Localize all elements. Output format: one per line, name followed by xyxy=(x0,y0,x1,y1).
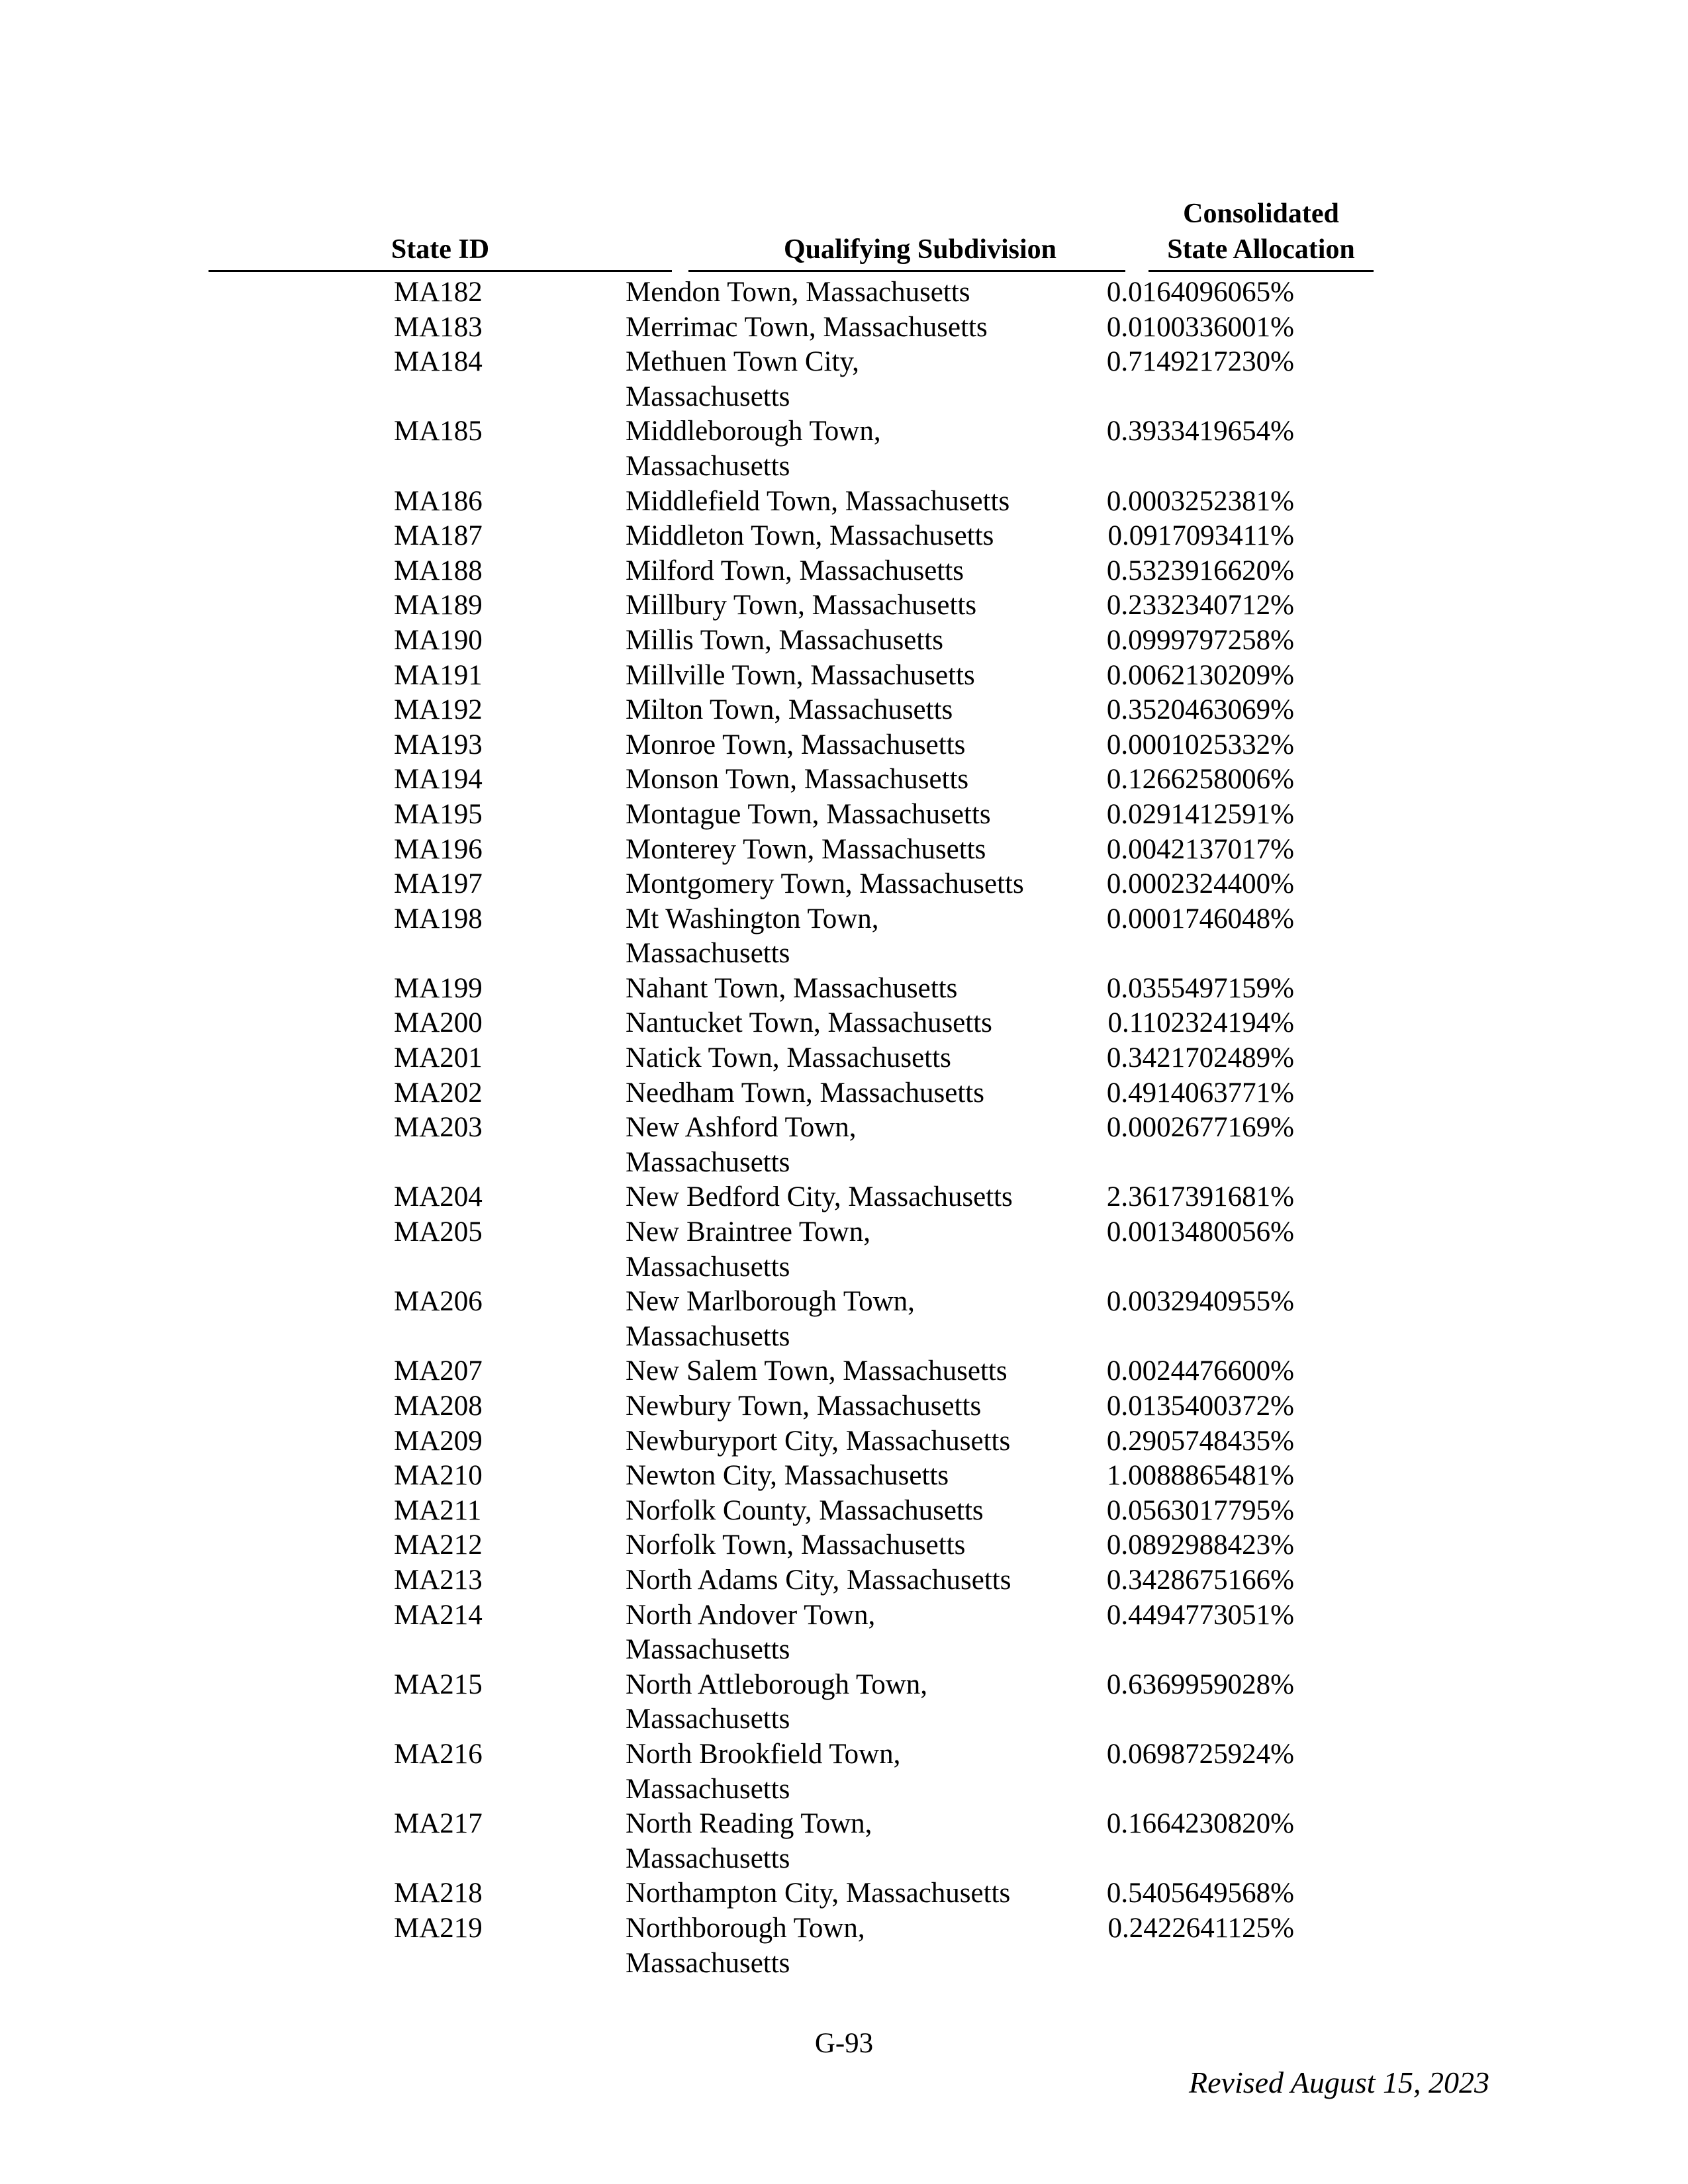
subdivision-cell xyxy=(626,588,1096,623)
subdivision-cell xyxy=(626,1041,1096,1076)
subdivision-line: Merrimac Town, Massachusetts xyxy=(626,311,988,343)
subdivision-line: Mendon Town, Massachusetts xyxy=(626,277,970,308)
state-id-cell: MA199 xyxy=(394,972,483,1004)
state-id-cell: MA191 xyxy=(394,659,483,691)
subdivision-cell xyxy=(626,484,1096,520)
allocation-cell: 0.3933419654% xyxy=(1106,416,1294,447)
allocation-cell: 0.0563017795% xyxy=(1106,1494,1294,1526)
allocation-cell: 0.0002324400% xyxy=(1106,868,1294,900)
state-id-cell: MA217 xyxy=(394,1808,483,1840)
allocation-cell: 0.0042137017% xyxy=(1106,833,1294,865)
subdivision-cell xyxy=(626,1006,1096,1041)
state-id-cell: MA184 xyxy=(394,346,483,378)
subdivision-line: Milton Town, Massachusetts xyxy=(626,694,953,726)
subdivision-cell xyxy=(626,310,1096,345)
allocation-cell: 0.0013480056% xyxy=(1106,1216,1294,1248)
table-row xyxy=(0,1876,1688,1911)
allocation-cell: 0.0062130209% xyxy=(1106,659,1294,691)
subdivision-cell xyxy=(626,797,1096,833)
subdivision-line: New Braintree Town, xyxy=(626,1216,870,1248)
subdivision-cell xyxy=(626,414,1096,484)
allocation-cell: 0.3428675166% xyxy=(1106,1564,1294,1596)
allocation-cell: 2.3617391681% xyxy=(1106,1181,1294,1213)
table-row xyxy=(0,275,1688,310)
table-row xyxy=(0,1424,1688,1459)
subdivision-cell xyxy=(626,1494,1096,1529)
table-row xyxy=(0,519,1688,554)
subdivision-cell xyxy=(626,1111,1096,1180)
subdivision-line: Massachusetts xyxy=(626,1843,790,1874)
subdivision-line: Newburyport City, Massachusetts xyxy=(626,1425,1011,1457)
subdivision-cell xyxy=(626,1911,1096,1981)
table-row xyxy=(0,1111,1688,1180)
state-id-cell: MA189 xyxy=(394,590,483,621)
subdivision-line: Massachusetts xyxy=(626,450,790,482)
state-id-cell: MA218 xyxy=(394,1878,483,1909)
table-row xyxy=(0,345,1688,414)
subdivision-line: Massachusetts xyxy=(626,381,790,412)
table-row xyxy=(0,1215,1688,1285)
subdivision-cell xyxy=(626,693,1096,728)
table-row xyxy=(0,1598,1688,1668)
subdivision-line: Natick Town, Massachusetts xyxy=(626,1042,951,1074)
subdivision-cell xyxy=(626,1076,1096,1111)
subdivision-cell xyxy=(626,1459,1096,1494)
allocation-cell: 0.2422641125% xyxy=(1107,1912,1294,1944)
state-id-cell: MA200 xyxy=(394,1007,483,1039)
subdivision-line: North Adams City, Massachusetts xyxy=(626,1564,1011,1596)
table-row xyxy=(0,1180,1688,1215)
subdivision-line: North Attleborough Town, xyxy=(626,1668,928,1700)
subdivision-line: Montgomery Town, Massachusetts xyxy=(626,868,1024,900)
subdivision-line: Massachusetts xyxy=(626,1947,790,1979)
allocation-table-body xyxy=(0,275,1688,1981)
state-id-cell: MA193 xyxy=(394,729,483,760)
page-number: G-93 xyxy=(814,2028,874,2059)
subdivision-line: Nahant Town, Massachusetts xyxy=(626,972,958,1004)
table-row xyxy=(0,1563,1688,1598)
header-rule-subdivision xyxy=(688,270,1125,272)
subdivision-line: Millbury Town, Massachusetts xyxy=(626,590,977,621)
subdivision-cell xyxy=(626,833,1096,868)
table-row xyxy=(0,1528,1688,1563)
state-id-cell: MA182 xyxy=(394,277,483,308)
subdivision-line: Norfolk Town, Massachusetts xyxy=(626,1529,966,1561)
subdivision-line: New Marlborough Town, xyxy=(626,1286,915,1318)
subdivision-line: Middlefield Town, Massachusetts xyxy=(626,485,1010,517)
subdivision-cell xyxy=(626,623,1096,659)
subdivision-line: Montague Town, Massachusetts xyxy=(626,798,991,830)
subdivision-line: Needham Town, Massachusetts xyxy=(626,1077,984,1109)
state-id-cell: MA215 xyxy=(394,1668,483,1700)
state-id-cell: MA206 xyxy=(394,1286,483,1318)
header-state-id: State ID xyxy=(391,234,490,265)
state-id-cell: MA186 xyxy=(394,485,483,517)
state-id-cell: MA192 xyxy=(394,694,483,726)
state-id-cell: MA214 xyxy=(394,1599,483,1631)
allocation-cell: 0.0003252381% xyxy=(1106,485,1294,517)
subdivision-cell xyxy=(626,762,1096,797)
allocation-cell: 0.2332340712% xyxy=(1106,590,1294,621)
state-id-cell: MA202 xyxy=(394,1077,483,1109)
subdivision-cell xyxy=(626,867,1096,902)
subdivision-line: Massachusetts xyxy=(626,1634,790,1666)
subdivision-line: Massachusetts xyxy=(626,1320,790,1352)
subdivision-line: Monson Town, Massachusetts xyxy=(626,764,969,796)
subdivision-cell xyxy=(626,1737,1096,1807)
table-row xyxy=(0,1494,1688,1529)
subdivision-line: Massachusetts xyxy=(626,1704,790,1735)
subdivision-cell xyxy=(626,1354,1096,1389)
header-allocation-line1: Consolidated xyxy=(1183,199,1339,229)
subdivision-line: Middleton Town, Massachusetts xyxy=(626,520,994,552)
table-row xyxy=(0,1668,1688,1737)
table-row xyxy=(0,1006,1688,1041)
allocation-cell: 0.0002677169% xyxy=(1106,1112,1294,1144)
state-id-cell: MA216 xyxy=(394,1738,483,1770)
subdivision-cell xyxy=(626,1424,1096,1459)
subdivision-line: Middleborough Town, xyxy=(626,416,881,447)
state-id-cell: MA185 xyxy=(394,416,483,447)
allocation-cell: 0.4494773051% xyxy=(1106,1599,1294,1631)
allocation-cell: 0.5405649568% xyxy=(1106,1878,1294,1909)
subdivision-line: Northborough Town, xyxy=(626,1912,865,1944)
subdivision-cell xyxy=(626,1528,1096,1563)
state-id-cell: MA204 xyxy=(394,1181,483,1213)
allocation-cell: 0.7149217230% xyxy=(1106,346,1294,378)
subdivision-cell xyxy=(626,1807,1096,1876)
subdivision-line: New Salem Town, Massachusetts xyxy=(626,1355,1008,1387)
table-row xyxy=(0,1285,1688,1354)
table-row xyxy=(0,1737,1688,1807)
state-id-cell: MA197 xyxy=(394,868,483,900)
subdivision-cell xyxy=(626,554,1096,589)
subdivision-cell xyxy=(626,1180,1096,1215)
allocation-cell: 0.0291412591% xyxy=(1106,798,1294,830)
allocation-cell: 0.0164096065% xyxy=(1106,277,1294,308)
state-id-cell: MA213 xyxy=(394,1564,483,1596)
subdivision-line: Massachusetts xyxy=(626,938,790,970)
allocation-cell: 0.1266258006% xyxy=(1106,764,1294,796)
state-id-cell: MA194 xyxy=(394,764,483,796)
state-id-cell: MA195 xyxy=(394,798,483,830)
subdivision-line: Methuen Town City, xyxy=(626,346,859,378)
subdivision-cell xyxy=(626,1285,1096,1354)
header-allocation-line2: State Allocation xyxy=(1167,234,1355,265)
allocation-cell: 0.4914063771% xyxy=(1106,1077,1294,1109)
subdivision-line: Millis Town, Massachusetts xyxy=(626,624,943,656)
state-id-cell: MA188 xyxy=(394,555,483,586)
state-id-cell: MA187 xyxy=(394,520,483,552)
table-row xyxy=(0,1911,1688,1981)
allocation-cell: 0.0135400372% xyxy=(1106,1390,1294,1422)
state-id-cell: MA201 xyxy=(394,1042,483,1074)
header-rule-allocation xyxy=(1149,270,1374,272)
allocation-cell: 0.0917093411% xyxy=(1107,520,1294,552)
table-row xyxy=(0,833,1688,868)
table-row xyxy=(0,659,1688,694)
table-row xyxy=(0,1389,1688,1424)
state-id-cell: MA183 xyxy=(394,311,483,343)
state-id-cell: MA210 xyxy=(394,1460,483,1492)
subdivision-line: Milford Town, Massachusetts xyxy=(626,555,964,586)
subdivision-cell xyxy=(626,1598,1096,1668)
subdivision-line: Norfolk County, Massachusetts xyxy=(626,1494,984,1526)
subdivision-cell xyxy=(626,1389,1096,1424)
allocation-cell: 0.1102324194% xyxy=(1107,1007,1294,1039)
subdivision-cell xyxy=(626,1876,1096,1911)
header-allocation xyxy=(1149,196,1374,267)
allocation-cell: 0.0024476600% xyxy=(1106,1355,1294,1387)
allocation-cell: 0.6369959028% xyxy=(1106,1668,1294,1700)
table-row xyxy=(0,1354,1688,1389)
subdivision-cell xyxy=(626,1563,1096,1598)
allocation-cell: 0.3421702489% xyxy=(1106,1042,1294,1074)
revision-date: Revised August 15, 2023 xyxy=(1189,2066,1489,2099)
subdivision-line: Mt Washington Town, xyxy=(626,903,879,934)
allocation-cell: 0.0100336001% xyxy=(1106,311,1294,343)
state-id-cell: MA209 xyxy=(394,1425,483,1457)
subdivision-line: Newbury Town, Massachusetts xyxy=(626,1390,982,1422)
state-id-cell: MA219 xyxy=(394,1912,483,1944)
subdivision-line: Monroe Town, Massachusetts xyxy=(626,729,966,760)
table-row xyxy=(0,1041,1688,1076)
table-row xyxy=(0,414,1688,484)
state-id-cell: MA211 xyxy=(394,1494,482,1526)
subdivision-line: New Ashford Town, xyxy=(626,1112,857,1144)
table-row xyxy=(0,902,1688,972)
subdivision-line: North Andover Town, xyxy=(626,1599,876,1631)
table-row xyxy=(0,484,1688,520)
allocation-cell: 0.0001746048% xyxy=(1106,903,1294,934)
allocation-cell: 0.2905748435% xyxy=(1106,1425,1294,1457)
subdivision-line: Massachusetts xyxy=(626,1773,790,1805)
subdivision-line: New Bedford City, Massachusetts xyxy=(626,1181,1013,1213)
table-row xyxy=(0,762,1688,797)
table-row xyxy=(0,797,1688,833)
subdivision-line: Newton City, Massachusetts xyxy=(626,1460,949,1492)
state-id-cell: MA190 xyxy=(394,624,483,656)
state-id-cell: MA196 xyxy=(394,833,483,865)
state-id-cell: MA198 xyxy=(394,903,483,934)
subdivision-cell xyxy=(626,1215,1096,1285)
allocation-cell: 1.0088865481% xyxy=(1106,1460,1294,1492)
table-row xyxy=(0,972,1688,1007)
allocation-cell: 0.0999797258% xyxy=(1106,624,1294,656)
table-row xyxy=(0,310,1688,345)
subdivision-cell xyxy=(626,345,1096,414)
subdivision-line: Northampton City, Massachusetts xyxy=(626,1878,1011,1909)
subdivision-line: North Reading Town, xyxy=(626,1808,872,1840)
header-rule-state-id xyxy=(209,270,672,272)
state-id-cell: MA205 xyxy=(394,1216,483,1248)
state-id-cell: MA212 xyxy=(394,1529,483,1561)
table-row xyxy=(0,623,1688,659)
allocation-cell: 0.0001025332% xyxy=(1106,729,1294,760)
subdivision-line: North Brookfield Town, xyxy=(626,1738,901,1770)
table-row xyxy=(0,554,1688,589)
subdivision-line: Massachusetts xyxy=(626,1146,790,1178)
table-row xyxy=(0,867,1688,902)
allocation-cell: 0.0892988423% xyxy=(1106,1529,1294,1561)
subdivision-cell xyxy=(626,659,1096,694)
allocation-cell: 0.0698725924% xyxy=(1106,1738,1294,1770)
table-row xyxy=(0,728,1688,763)
subdivision-line: Millville Town, Massachusetts xyxy=(626,659,975,691)
subdivision-line: Massachusetts xyxy=(626,1251,790,1283)
allocation-cell: 0.0032940955% xyxy=(1106,1286,1294,1318)
subdivision-cell xyxy=(626,728,1096,763)
state-id-cell: MA207 xyxy=(394,1355,483,1387)
subdivision-cell xyxy=(626,275,1096,310)
state-id-cell: MA203 xyxy=(394,1112,483,1144)
header-qualifying-subdivision: Qualifying Subdivision xyxy=(783,234,1057,265)
table-row xyxy=(0,588,1688,623)
state-id-cell: MA208 xyxy=(394,1390,483,1422)
table-row xyxy=(0,1076,1688,1111)
allocation-cell: 0.0355497159% xyxy=(1106,972,1294,1004)
subdivision-cell xyxy=(626,902,1096,972)
table-row xyxy=(0,1807,1688,1876)
subdivision-cell xyxy=(626,972,1096,1007)
subdivision-cell xyxy=(626,519,1096,554)
table-row xyxy=(0,693,1688,728)
subdivision-line: Nantucket Town, Massachusetts xyxy=(626,1007,992,1039)
subdivision-line: Monterey Town, Massachusetts xyxy=(626,833,986,865)
allocation-cell: 0.5323916620% xyxy=(1106,555,1294,586)
subdivision-cell xyxy=(626,1668,1096,1737)
allocation-cell: 0.3520463069% xyxy=(1106,694,1294,726)
table-row xyxy=(0,1459,1688,1494)
allocation-cell: 0.1664230820% xyxy=(1106,1808,1294,1840)
